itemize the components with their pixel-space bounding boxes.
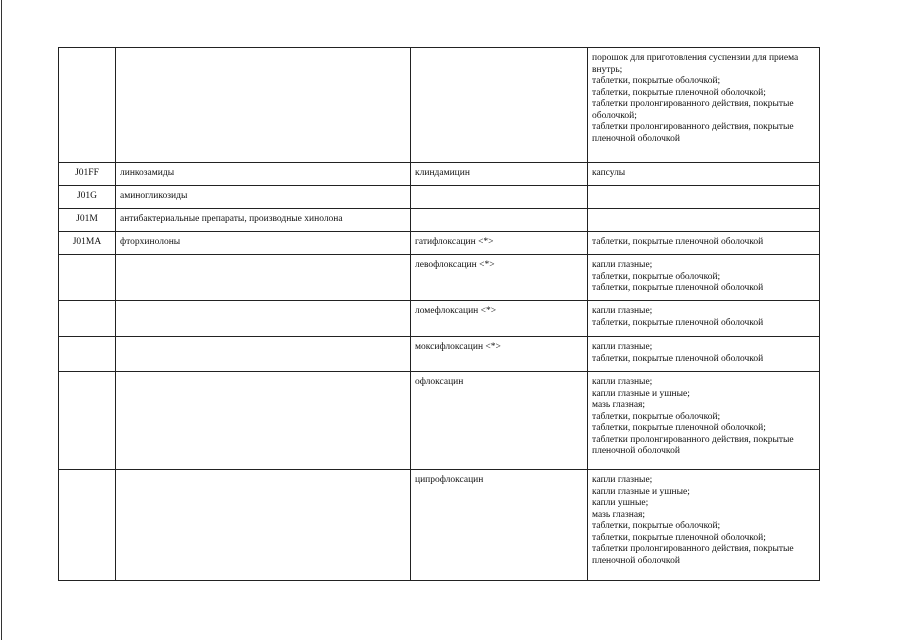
- dosage-forms-cell: [588, 163, 820, 186]
- dosage-form-line: таблетки пролонгированного действия, покрытые: [592, 434, 794, 445]
- dosage-form-line: таблетки, покрытые пленочной оболочкой;: [592, 423, 766, 433]
- atc-code-cell: J01MA: [59, 232, 116, 255]
- dosage-forms-cell: [588, 186, 820, 209]
- substance-cell: ломефлоксацин <*>: [411, 301, 588, 337]
- table-row: [59, 301, 820, 337]
- substance-cell: [411, 48, 588, 163]
- group-name-cell: фторхинолоны: [116, 232, 411, 255]
- substance-cell: офлоксацин: [411, 372, 588, 470]
- atc-code-cell: J01M: [59, 209, 116, 232]
- dosage-form-line: порошок для приготовления суспензии для приема: [592, 53, 799, 63]
- atc-code-cell: J01FF: [59, 163, 116, 186]
- dosage-form-line: таблетки пролонгированного действия, покрытые: [592, 99, 794, 109]
- dosage-forms-cell: [588, 48, 820, 163]
- atc-code-cell: [59, 48, 116, 163]
- dosage-form-line: капли глазные;: [592, 306, 653, 316]
- table-row: [59, 48, 820, 163]
- table-row: [59, 186, 820, 209]
- medication-table: [58, 47, 820, 581]
- page-edge-line: [1, 0, 2, 640]
- atc-code-cell: [59, 470, 116, 581]
- dosage-form-line: капли ушные;: [592, 498, 649, 508]
- dosage-form-line: капсулы: [592, 168, 626, 178]
- table-row: [59, 337, 820, 372]
- substance-cell: [411, 209, 588, 232]
- substance-cell: моксифлоксацин <*>: [411, 337, 588, 372]
- dosage-form-line: внутрь;: [592, 64, 623, 75]
- group-name-cell: [116, 372, 411, 470]
- substance-cell: клиндамицин: [411, 163, 588, 186]
- group-name-cell: [116, 48, 411, 163]
- dosage-forms-cell: [588, 209, 820, 232]
- table-row: [59, 372, 820, 470]
- group-name-cell: аминогликозиды: [116, 186, 411, 209]
- dosage-form-line: пленочной оболочкой: [592, 133, 680, 144]
- dosage-form-line: пленочной оболочкой: [592, 555, 680, 566]
- dosage-form-line: пленочной оболочкой: [592, 446, 680, 456]
- dosage-forms-cell: [588, 337, 820, 372]
- atc-code-cell: [59, 337, 116, 372]
- dosage-form-line: таблетки, покрытые оболочкой;: [592, 521, 721, 531]
- dosage-forms-cell: [588, 255, 820, 301]
- dosage-form-line: таблетки, покрытые пленочной оболочкой: [592, 317, 764, 328]
- substance-cell: ципрофлоксацин: [411, 470, 588, 581]
- dosage-form-line: капли глазные;: [592, 475, 653, 485]
- substance-cell: гатифлоксацин <*>: [411, 232, 588, 255]
- dosage-form-line: таблетки, покрытые пленочной оболочкой;: [592, 532, 766, 543]
- dosage-form-line: капли глазные;: [592, 342, 653, 352]
- dosage-form-line: таблетки, покрытые пленочной оболочкой: [592, 283, 764, 293]
- group-name-cell: [116, 255, 411, 301]
- atc-code-cell: J01G: [59, 186, 116, 209]
- group-name-cell: [116, 470, 411, 581]
- group-name-cell: линкозамиды: [116, 163, 411, 186]
- dosage-form-line: мазь глазная;: [592, 400, 646, 410]
- dosage-forms-cell: [588, 301, 820, 337]
- table-body: [59, 48, 820, 581]
- dosage-form-line: таблетки, покрытые пленочной оболочкой;: [592, 87, 766, 98]
- dosage-form-line: таблетки, покрытые пленочной оболочкой: [592, 353, 764, 364]
- group-name-cell: [116, 301, 411, 337]
- dosage-form-line: таблетки пролонгированного действия, покрытые: [592, 544, 794, 554]
- dosage-form-line: мазь глазная;: [592, 509, 646, 520]
- substance-cell: [411, 186, 588, 209]
- atc-code-cell: [59, 372, 116, 470]
- table-row: [59, 209, 820, 232]
- dosage-form-line: капли глазные и ушные;: [592, 486, 690, 497]
- dosage-form-line: таблетки, покрытые оболочкой;: [592, 271, 721, 282]
- dosage-form-line: таблетки пролонгированного действия, покрытые: [592, 122, 794, 132]
- dosage-form-line: таблетки, покрытые оболочкой;: [592, 76, 721, 86]
- dosage-forms-cell: [588, 232, 820, 255]
- table-row: [59, 470, 820, 581]
- table-row: [59, 163, 820, 186]
- dosage-form-line: оболочкой;: [592, 110, 637, 121]
- atc-code-cell: [59, 301, 116, 337]
- dosage-form-line: таблетки, покрытые оболочкой;: [592, 411, 721, 422]
- group-name-cell: антибактериальные препараты, производные хинолона: [116, 209, 411, 232]
- table-row: [59, 255, 820, 301]
- group-name-cell: [116, 337, 411, 372]
- dosage-form-line: капли глазные;: [592, 377, 653, 387]
- dosage-forms-cell: [588, 470, 820, 581]
- dosage-form-line: капли глазные и ушные;: [592, 388, 690, 399]
- dosage-form-line: капли глазные;: [592, 260, 653, 270]
- table-row: [59, 232, 820, 255]
- dosage-form-line: таблетки, покрытые пленочной оболочкой: [592, 237, 764, 247]
- dosage-forms-cell: [588, 372, 820, 470]
- atc-code-cell: [59, 255, 116, 301]
- substance-cell: левофлоксацин <*>: [411, 255, 588, 301]
